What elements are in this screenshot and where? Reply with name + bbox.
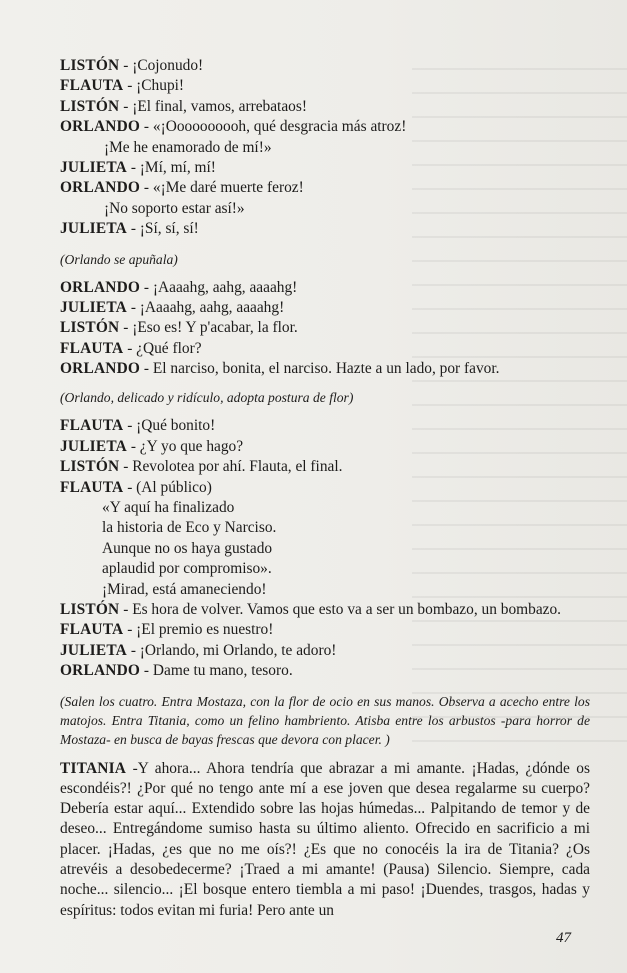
dialogue-text: - ¡Mí, mí, mí! — [126, 158, 216, 176]
dialogue-line — [60, 278, 590, 298]
dialogue-text: - «¡Oooooooooh, qué desgracia más atroz! — [140, 118, 407, 136]
verse-line: Aunque no os haya gustado — [102, 539, 273, 557]
page-body — [60, 56, 590, 921]
dialogue-line — [60, 620, 590, 640]
stage-direction: (Orlando, delicado y ridículo, adopta postura de flor) — [60, 390, 354, 406]
speaker-name: FLAUTA — [60, 417, 124, 435]
dialogue-text: - ¡Aaaahg, aahg, aaaahg! — [140, 278, 298, 296]
dialogue-text: - ¿Y yo que hago? — [126, 437, 244, 455]
dialogue-text: -Y ahora... Ahora tendría que abrazar a mi amante. ¡Hadas, ¿dónde os escondéis?! ¿Por qué no tengo ante mí a ese joven que desea regalarme su cuerpo? Debería estar aquí... Extendido sobre las hojas húmedas... Palpitando de temor y de deseo... Entregándome sumiso hasta su último aliento. Ofrecido en sacrificio a mi placer. ¡Hadas, ¿es que no me oís?! ¿Es que no conocéis la ira de Titania? ¿Os atrevéis a desobedecerme? ¡Traed a mi amante! (Pausa) Silencio. Siempre, cada noche... silencio... ¡El bosque entero tiembla a mi paso! ¡Duendes, trasgos, hadas y espíritus: todos evitan mi furia! Pero ante un — [60, 759, 590, 919]
dialogue-line — [60, 359, 590, 379]
verse-line: «Y aquí ha finalizado — [102, 499, 235, 517]
speaker-name: LISTÓN — [60, 97, 120, 115]
dialogue-line — [60, 158, 590, 178]
dialogue-line — [60, 661, 590, 681]
dialogue-text: - Dame tu mano, tesoro. — [140, 662, 293, 680]
dialogue-line — [60, 600, 590, 620]
dialogue-text: - Es hora de volver. Vamos que esto va a ser un bombazo, un bombazo. — [119, 600, 562, 618]
speaker-name: JULIETA — [60, 437, 127, 455]
dialogue-text: - ¡El final, vamos, arrebataos! — [119, 97, 307, 115]
dialogue-line — [60, 117, 590, 137]
speaker-name: ORLANDO — [60, 662, 141, 680]
dialogue-text: - ¡Sí, sí, sí! — [126, 220, 199, 238]
dialogue-text: - ¡Qué bonito! — [123, 417, 216, 435]
dialogue-text: - (Al público) — [123, 478, 212, 496]
dialogue-text: - El narciso, bonita, el narciso. Hazte a un lado, por favor. — [140, 360, 500, 378]
speaker-name: TITANIA — [60, 759, 127, 777]
dialogue-text: - ¡Eso es! Y p'acabar, la flor. — [119, 319, 298, 337]
speaker-name: ORLANDO — [60, 278, 141, 296]
dialogue-line — [60, 437, 590, 457]
speaker-name: FLAUTA — [60, 339, 124, 357]
speaker-name: FLAUTA — [60, 621, 124, 639]
dialogue-paragraph — [60, 759, 590, 921]
verse-line: aplaudid por compromiso». — [102, 560, 272, 578]
stage-direction: (Orlando se apuñala) — [60, 251, 178, 267]
dialogue-line — [60, 178, 590, 198]
dialogue-line — [60, 478, 590, 498]
dialogue-line — [60, 457, 590, 477]
dialogue-line — [60, 219, 590, 239]
dialogue-text: - «¡Me daré muerte feroz! — [140, 179, 304, 197]
speaker-name: ORLANDO — [60, 360, 141, 378]
verse-line: la historia de Eco y Narciso. — [102, 519, 277, 537]
dialogue-text: - ¡Orlando, mi Orlando, te adoro! — [126, 641, 337, 659]
speaker-name: LISTÓN — [60, 600, 120, 618]
speaker-name: LISTÓN — [60, 319, 120, 337]
speaker-name: JULIETA — [60, 220, 127, 238]
dialogue-text: - Revolotea por ahí. Flauta, el final. — [119, 458, 343, 476]
speaker-name: JULIETA — [60, 298, 127, 316]
speaker-name: LISTÓN — [60, 458, 120, 476]
stage-direction: (Salen los cuatro. Entra Mostaza, con la flor de ocio en sus manos. Observa a acecho entre los matojos. Entra Titania, como un felino hambriento. Atisba entre los arbustos -para horror de Mostaza- en busca de bayas frescas que devora con placer. ) — [60, 693, 590, 747]
dialogue-line — [60, 97, 590, 117]
speaker-name: JULIETA — [60, 641, 127, 659]
speaker-name: ORLANDO — [60, 179, 141, 197]
dialogue-line — [60, 76, 590, 96]
dialogue-text: - ¡El premio es nuestro! — [123, 621, 274, 639]
speaker-name: FLAUTA — [60, 478, 124, 496]
speaker-name: ORLANDO — [60, 118, 141, 136]
dialogue-line — [60, 416, 590, 436]
dialogue-text: - ¡Cojonudo! — [119, 57, 204, 74]
dialogue-line — [60, 298, 590, 318]
verse-line: ¡Mirad, está amaneciendo! — [102, 580, 267, 598]
dialogue-continuation: ¡No soporto estar así!» — [104, 199, 245, 217]
dialogue-continuation: ¡Me he enamorado de mí!» — [104, 138, 272, 156]
speaker-name: JULIETA — [60, 158, 127, 176]
speaker-name: LISTÓN — [60, 57, 120, 74]
dialogue-line — [60, 641, 590, 661]
dialogue-line — [60, 339, 590, 359]
dialogue-line — [60, 56, 590, 76]
page-number: 47 — [556, 930, 571, 946]
dialogue-text: - ¡Chupi! — [123, 77, 185, 95]
dialogue-text: - ¿Qué flor? — [123, 339, 202, 357]
dialogue-text: - ¡Aaaahg, aahg, aaaahg! — [126, 298, 285, 316]
speaker-name: FLAUTA — [60, 77, 124, 95]
dialogue-line — [60, 318, 590, 338]
